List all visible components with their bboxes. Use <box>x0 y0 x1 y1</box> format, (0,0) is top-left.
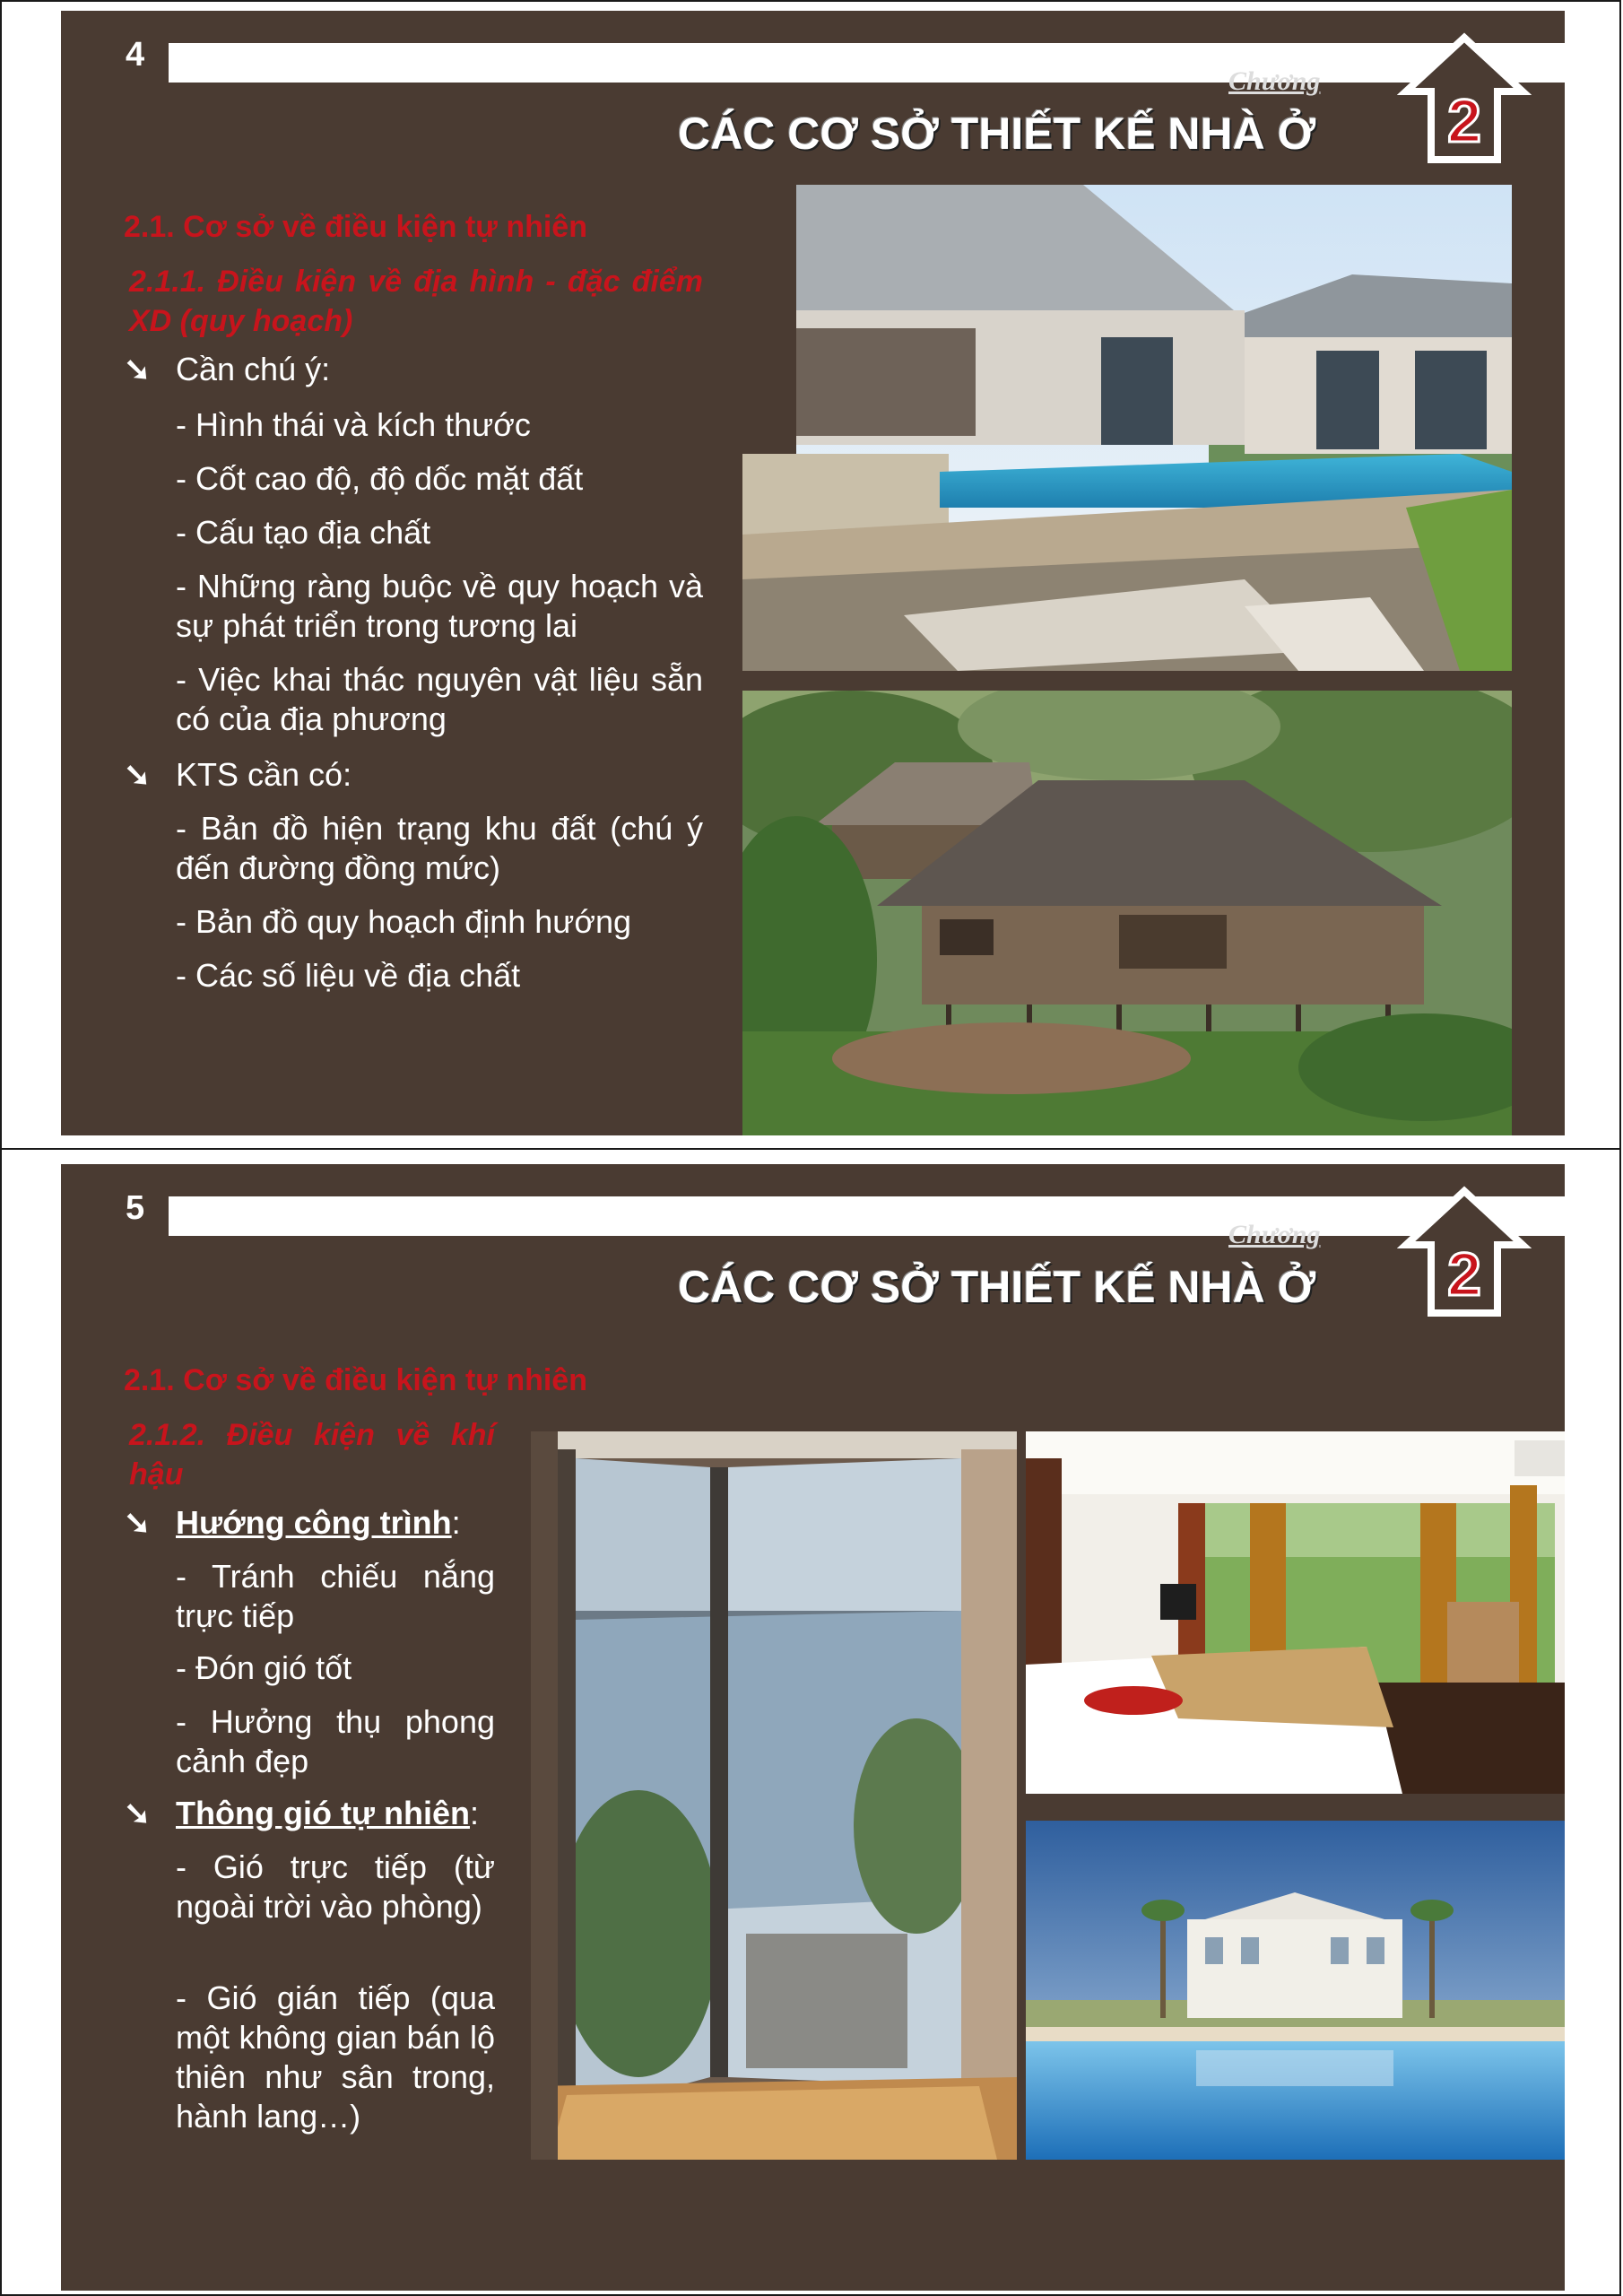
slide-4 <box>61 11 1565 1135</box>
arrow-down-right-icon: ➘ <box>124 1504 152 1541</box>
bullet-colon: : <box>470 1795 480 1831</box>
resort-pool-photo <box>1026 1821 1565 2160</box>
list-item: - Những ràng buộc về quy hoạch và sự phát triển trong tương lai <box>176 568 703 644</box>
list-item: - Việc khai thác nguyên vật liệu sẵn có của địa phương <box>176 661 703 737</box>
chapter-title: CÁC CƠ SỞ THIẾT KẾ NHÀ Ở <box>678 109 1316 159</box>
bullet-label: KTS cần có: <box>176 756 352 793</box>
list-item: - Các số liệu về địa chất <box>176 957 521 994</box>
chapter-title: CÁC CƠ SỞ THIẾT KẾ NHÀ Ở <box>678 1262 1316 1312</box>
list-item: - Gió trực tiếp (từ ngoài trời vào phòng) <box>176 1848 495 1925</box>
chapter-label: Chương <box>1228 66 1321 96</box>
bullet-note <box>124 350 714 389</box>
bullet-colon: : <box>451 1504 461 1541</box>
bullet-label: Cần chú ý: <box>176 351 331 387</box>
section-title: 2.1. Cơ sở về điều kiện tự nhiên <box>124 1363 587 1397</box>
list-item: - Gió gián tiếp (qua một không gian bán lộ thiên như sân trong, hành lang…) <box>176 1979 495 2135</box>
section-title: 2.1. Cơ sở về điều kiện tự nhiên <box>124 210 587 244</box>
arrow-down-right-icon: ➘ <box>124 351 152 387</box>
slide-number: 5 <box>126 1189 145 1227</box>
bullet-kts <box>124 755 714 795</box>
slide-number: 4 <box>126 36 145 74</box>
chapter-number: 2 <box>1447 87 1481 155</box>
list-item: - Cấu tạo địa chất <box>176 514 431 551</box>
arrow-down-right-icon: ➘ <box>124 756 152 793</box>
subsection-title: 2.1.2. Điều kiện về khí hậu <box>129 1418 495 1492</box>
chapter-label: Chương <box>1228 1220 1321 1249</box>
slide-frame-5 <box>0 1148 1621 2296</box>
bedroom-photo <box>1026 1431 1565 1794</box>
header-bar <box>169 1196 1565 1236</box>
list-item: - Hưởng thụ phong cảnh đẹp <box>176 1703 495 1779</box>
arrow-down-right-icon: ➘ <box>124 1795 152 1831</box>
list-item: - Hình thái và kích thước <box>176 406 531 443</box>
list-item: - Tránh chiếu nắng trực tiếp <box>176 1558 495 1634</box>
house-arrow-icon <box>1397 1186 1532 1320</box>
bullet-label: Thông gió tự nhiên <box>176 1795 470 1831</box>
slide-5 <box>61 1164 1565 2291</box>
villa-pool-photo <box>742 185 1512 671</box>
corner-window-photo <box>531 1431 1017 2160</box>
subsection-title: 2.1.1. Điều kiện về địa hình - đặc điểm XD (quy hoạch) <box>129 265 703 338</box>
header-bar <box>169 43 1565 83</box>
list-item: - Bản đồ quy hoạch định hướng <box>176 903 632 940</box>
list-item: - Cốt cao độ, độ dốc mặt đất <box>176 460 584 497</box>
stilt-house-photo <box>742 691 1512 1135</box>
bullet-ventilation <box>124 1794 534 1833</box>
list-item: - Bản đồ hiện trạng khu đất (chú ý đến đường đồng mức) <box>176 810 703 886</box>
bullet-label: Hướng công trình <box>176 1504 452 1541</box>
house-arrow-icon <box>1397 32 1532 167</box>
chapter-number: 2 <box>1447 1240 1481 1309</box>
bullet-orientation <box>124 1503 534 1543</box>
list-item: - Đón gió tốt <box>176 1649 352 1686</box>
